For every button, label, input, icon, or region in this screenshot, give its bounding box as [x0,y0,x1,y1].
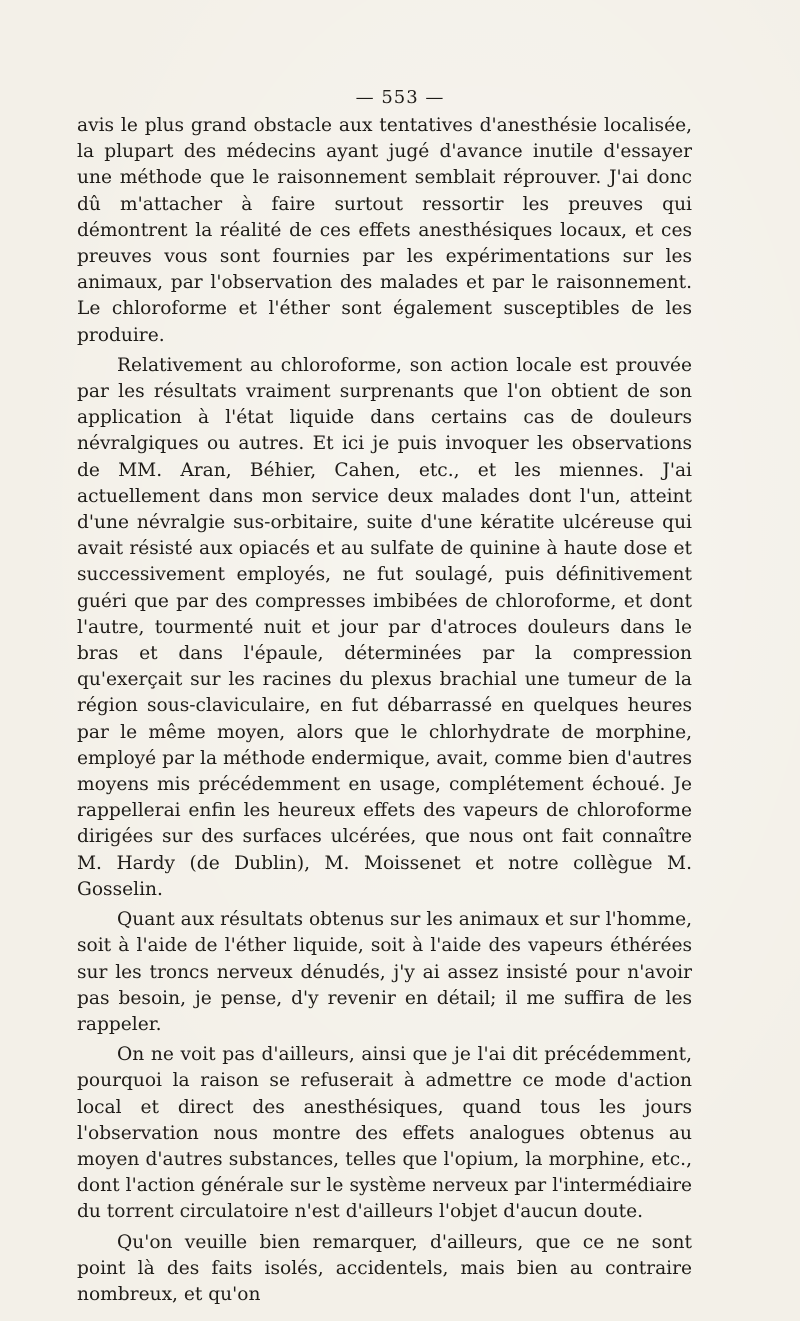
paragraph-continued: avis le plus grand obstacle aux tentatives d'anesthésie localisée, la plupart des médecins ayant jugé d'avance inutile d'essayer une méthode que le raisonnement semblait réprouver. J'ai donc dû m'attacher à faire surtout ressortir les preuves qui démontrent la réalité de ces effets anesthésiques locaux, et ces preuves vous sont fournies par les expérimentations sur les animaux, par l'observation des malades et par le raisonnement. Le chloroforme et l'éther sont également susceptibles de les produire. [77,115,692,346]
body-text [77,113,692,1312]
paragraph-remarquer: Qu'on veuille bien remarquer, d'ailleurs, que ce ne sont point là des faits isolés, accidentels, mais bien au contraire nombreux, et qu'on [77,1231,692,1305]
page-number: — 553 — [355,87,445,108]
paragraph-resultats: Quant aux résultats obtenus sur les animaux et sur l'homme, soit à l'aide de l'éther liquide, soit à l'aide des vapeurs éthérées sur les troncs nerveux dénudés, j'y ai assez insisté pour n'avoir pas besoin, je pense, d'y revenir en détail; il me suffira de les rappeler. [77,909,692,1035]
paragraph-raison: On ne voit pas d'ailleurs, ainsi que je l'ai dit précédemment, pourquoi la raison se refuserait à admettre ce mode d'action local et direct des anesthésiques, quand tous les jours l'observation nous montre des effets analogues obtenus au moyen d'autres substances, telles que l'opium, la morphine, etc., dont l'action générale sur le système nerveux par l'intermédiaire du torrent circulatoire n'est d'ailleurs l'objet d'aucun doute. [77,1044,692,1223]
paragraph-chloroforme: Relativement au chloroforme, son action locale est prouvée par les résultats vraiment surprenants que l'on obtient de son application à l'état liquide dans certains cas de douleurs névralgiques ou autres. Et ici je puis invoquer les observations de MM. Aran, Béhier, Cahen, etc., et les miennes. J'ai actuellement dans mon service deux malades dont l'un, atteint d'une névralgie sus-orbitaire, suite d'une kératite ulcéreuse qui avait résisté aux opiacés et au sulfate de quinine à haute dose et successivement employés, ne fut soulagé, puis définitivement guéri que par des compresses imbibées de chloroforme, et dont l'autre, tourmenté nuit et jour par d'atroces douleurs dans le bras et dans l'épaule, déterminées par la compression qu'exerçait sur les racines du plexus brachial une tumeur de la région sous-claviculaire, en fut débarrassé en quelques heures par le même moyen, alors que le chlorhydrate de morphine, employé par la méthode endermique, avait, comme bien d'autres moyens mis précédemment en usage, complétement échoué. Je rappellerai enfin les heureux effets des vapeurs de chloroforme dirigées sur des surfaces ulcérées, que nous ont fait connaître M. Hardy (de Dublin), M. Moissenet et notre collègue M. Gosselin. [77,354,692,900]
